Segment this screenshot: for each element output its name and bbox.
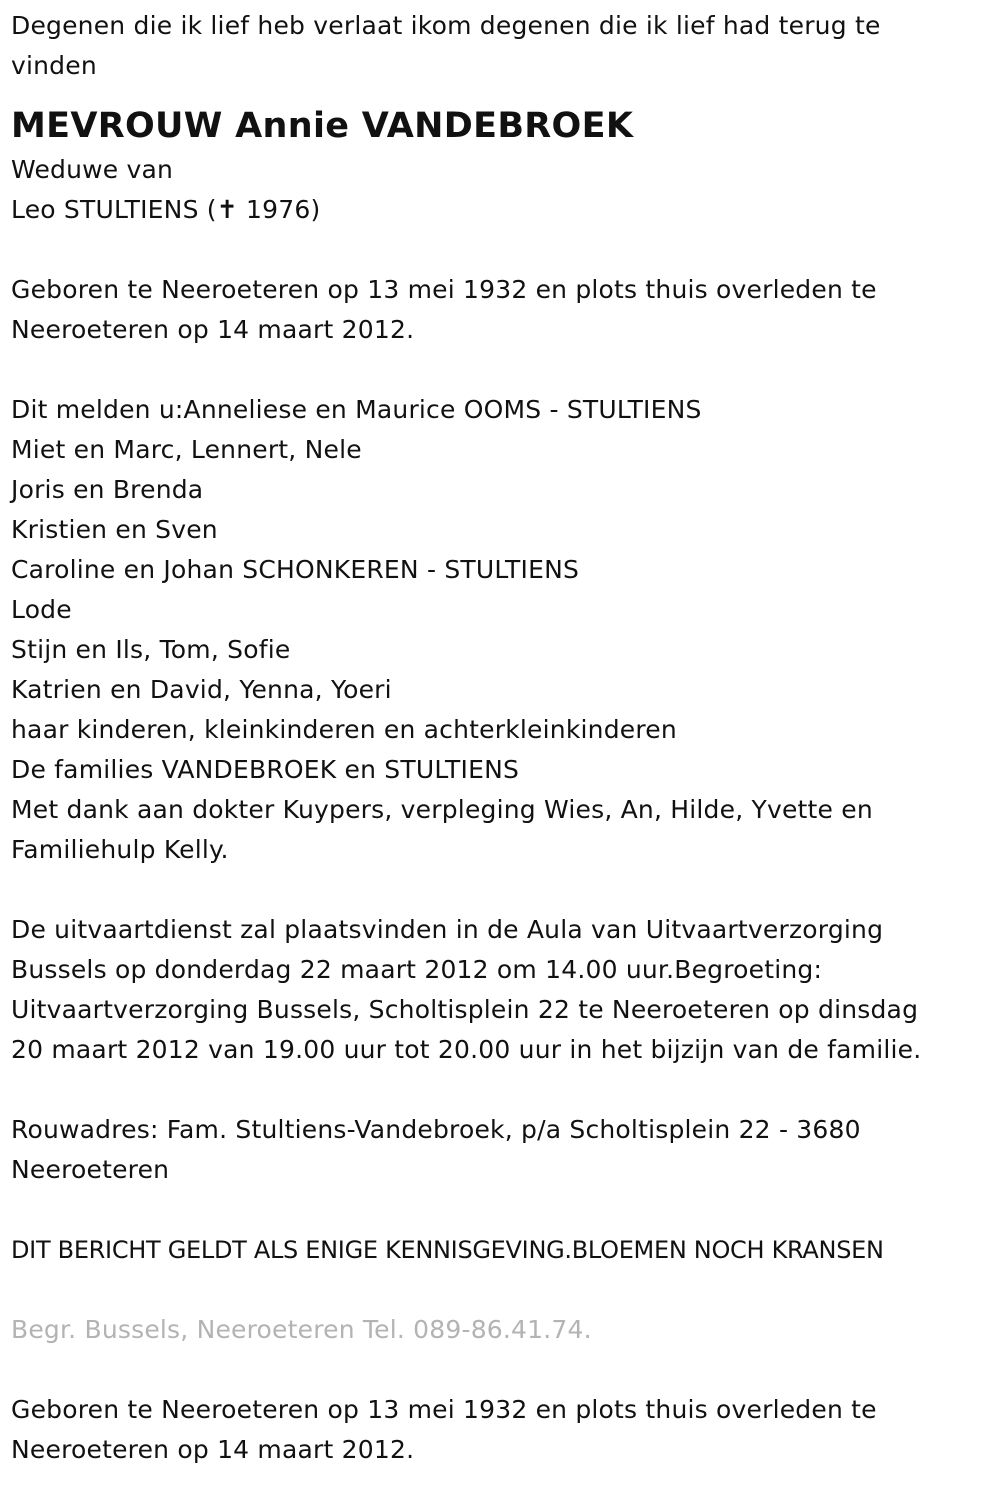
motto	[11, 6, 996, 86]
spouse-name: Leo STULTIENS (✝ 1976)	[11, 195, 321, 224]
spacer	[11, 870, 996, 910]
service-line-3: Uitvaartverzorging Bussels, Scholtisplein 22 te Neeroeteren op dinsdag	[11, 995, 919, 1024]
spacer	[11, 1350, 996, 1390]
announcers-block	[11, 390, 996, 870]
announcer-line: Miet en Marc, Lennert, Nele	[11, 435, 362, 464]
mourning-address-block	[11, 1110, 996, 1190]
announcer-line: Stijn en Ils, Tom, Sofie	[11, 635, 291, 664]
obituary-document	[11, 6, 996, 1470]
service-line-1: De uitvaartdienst zal plaatsvinden in de Aula van Uitvaartverzorging	[11, 915, 884, 944]
repeat-birth-death-line-2: Neeroeteren op 14 maart 2012.	[11, 1435, 415, 1464]
service-line-2: Bussels op donderdag 22 maart 2012 om 14.00 uur.Begroeting:	[11, 955, 823, 984]
birth-death-line-1: Geboren te Neeroeteren op 13 mei 1932 en plots thuis overleden te	[11, 275, 877, 304]
spacer	[11, 1270, 996, 1310]
announcer-line: De families VANDEBROEK en STULTIENS	[11, 755, 520, 784]
announcer-line: Met dank aan dokter Kuypers, verpleging Wies, An, Hilde, Yvette en	[11, 795, 873, 824]
repeat-birth-death-block	[11, 1390, 996, 1470]
mourning-address-line-1: Rouwadres: Fam. Stultiens-Vandebroek, p/a Scholtisplein 22 - 3680	[11, 1115, 861, 1144]
mourning-address-line-2: Neeroeteren	[11, 1155, 170, 1184]
birth-death-block	[11, 270, 996, 350]
announcer-line: Lode	[11, 595, 72, 624]
deceased-name: MEVROUW Annie VANDEBROEK	[11, 106, 634, 146]
birth-death-line-2: Neeroeteren op 14 maart 2012.	[11, 315, 415, 344]
service-line-4: 20 maart 2012 van 19.00 uur tot 20.00 uur in het bijzijn van de familie.	[11, 1035, 922, 1064]
spacer	[11, 1070, 996, 1110]
announcer-line: haar kinderen, kleinkinderen en achterkleinkinderen	[11, 715, 677, 744]
motto-line-1: Degenen die ik lief heb verlaat ikom degenen die ik lief had terug te	[11, 11, 881, 40]
announcer-line: Familiehulp Kelly.	[11, 835, 229, 864]
widow-of-label: Weduwe van	[11, 155, 174, 184]
spacer	[11, 1190, 996, 1230]
announcer-line: Katrien en David, Yenna, Yoeri	[11, 675, 392, 704]
spacer	[11, 350, 996, 390]
announcer-line: Dit melden u:Anneliese en Maurice OOMS - STULTIENS	[11, 395, 702, 424]
funeral-home-contact: Begr. Bussels, Neeroeteren Tel. 089-86.41.74.	[11, 1315, 592, 1344]
deceased-block	[11, 106, 996, 230]
service-block	[11, 910, 996, 1070]
announcer-line: Joris en Brenda	[11, 475, 204, 504]
motto-line-2: vinden	[11, 51, 97, 80]
announcer-line: Kristien en Sven	[11, 515, 218, 544]
spacer	[11, 230, 996, 270]
repeat-birth-death-line-1: Geboren te Neeroeteren op 13 mei 1932 en plots thuis overleden te	[11, 1395, 877, 1424]
notice-text: DIT BERICHT GELDT ALS ENIGE KENNISGEVING.BLOEMEN NOCH KRANSEN	[11, 1236, 884, 1264]
announcer-line: Caroline en Johan SCHONKEREN - STULTIENS	[11, 555, 580, 584]
